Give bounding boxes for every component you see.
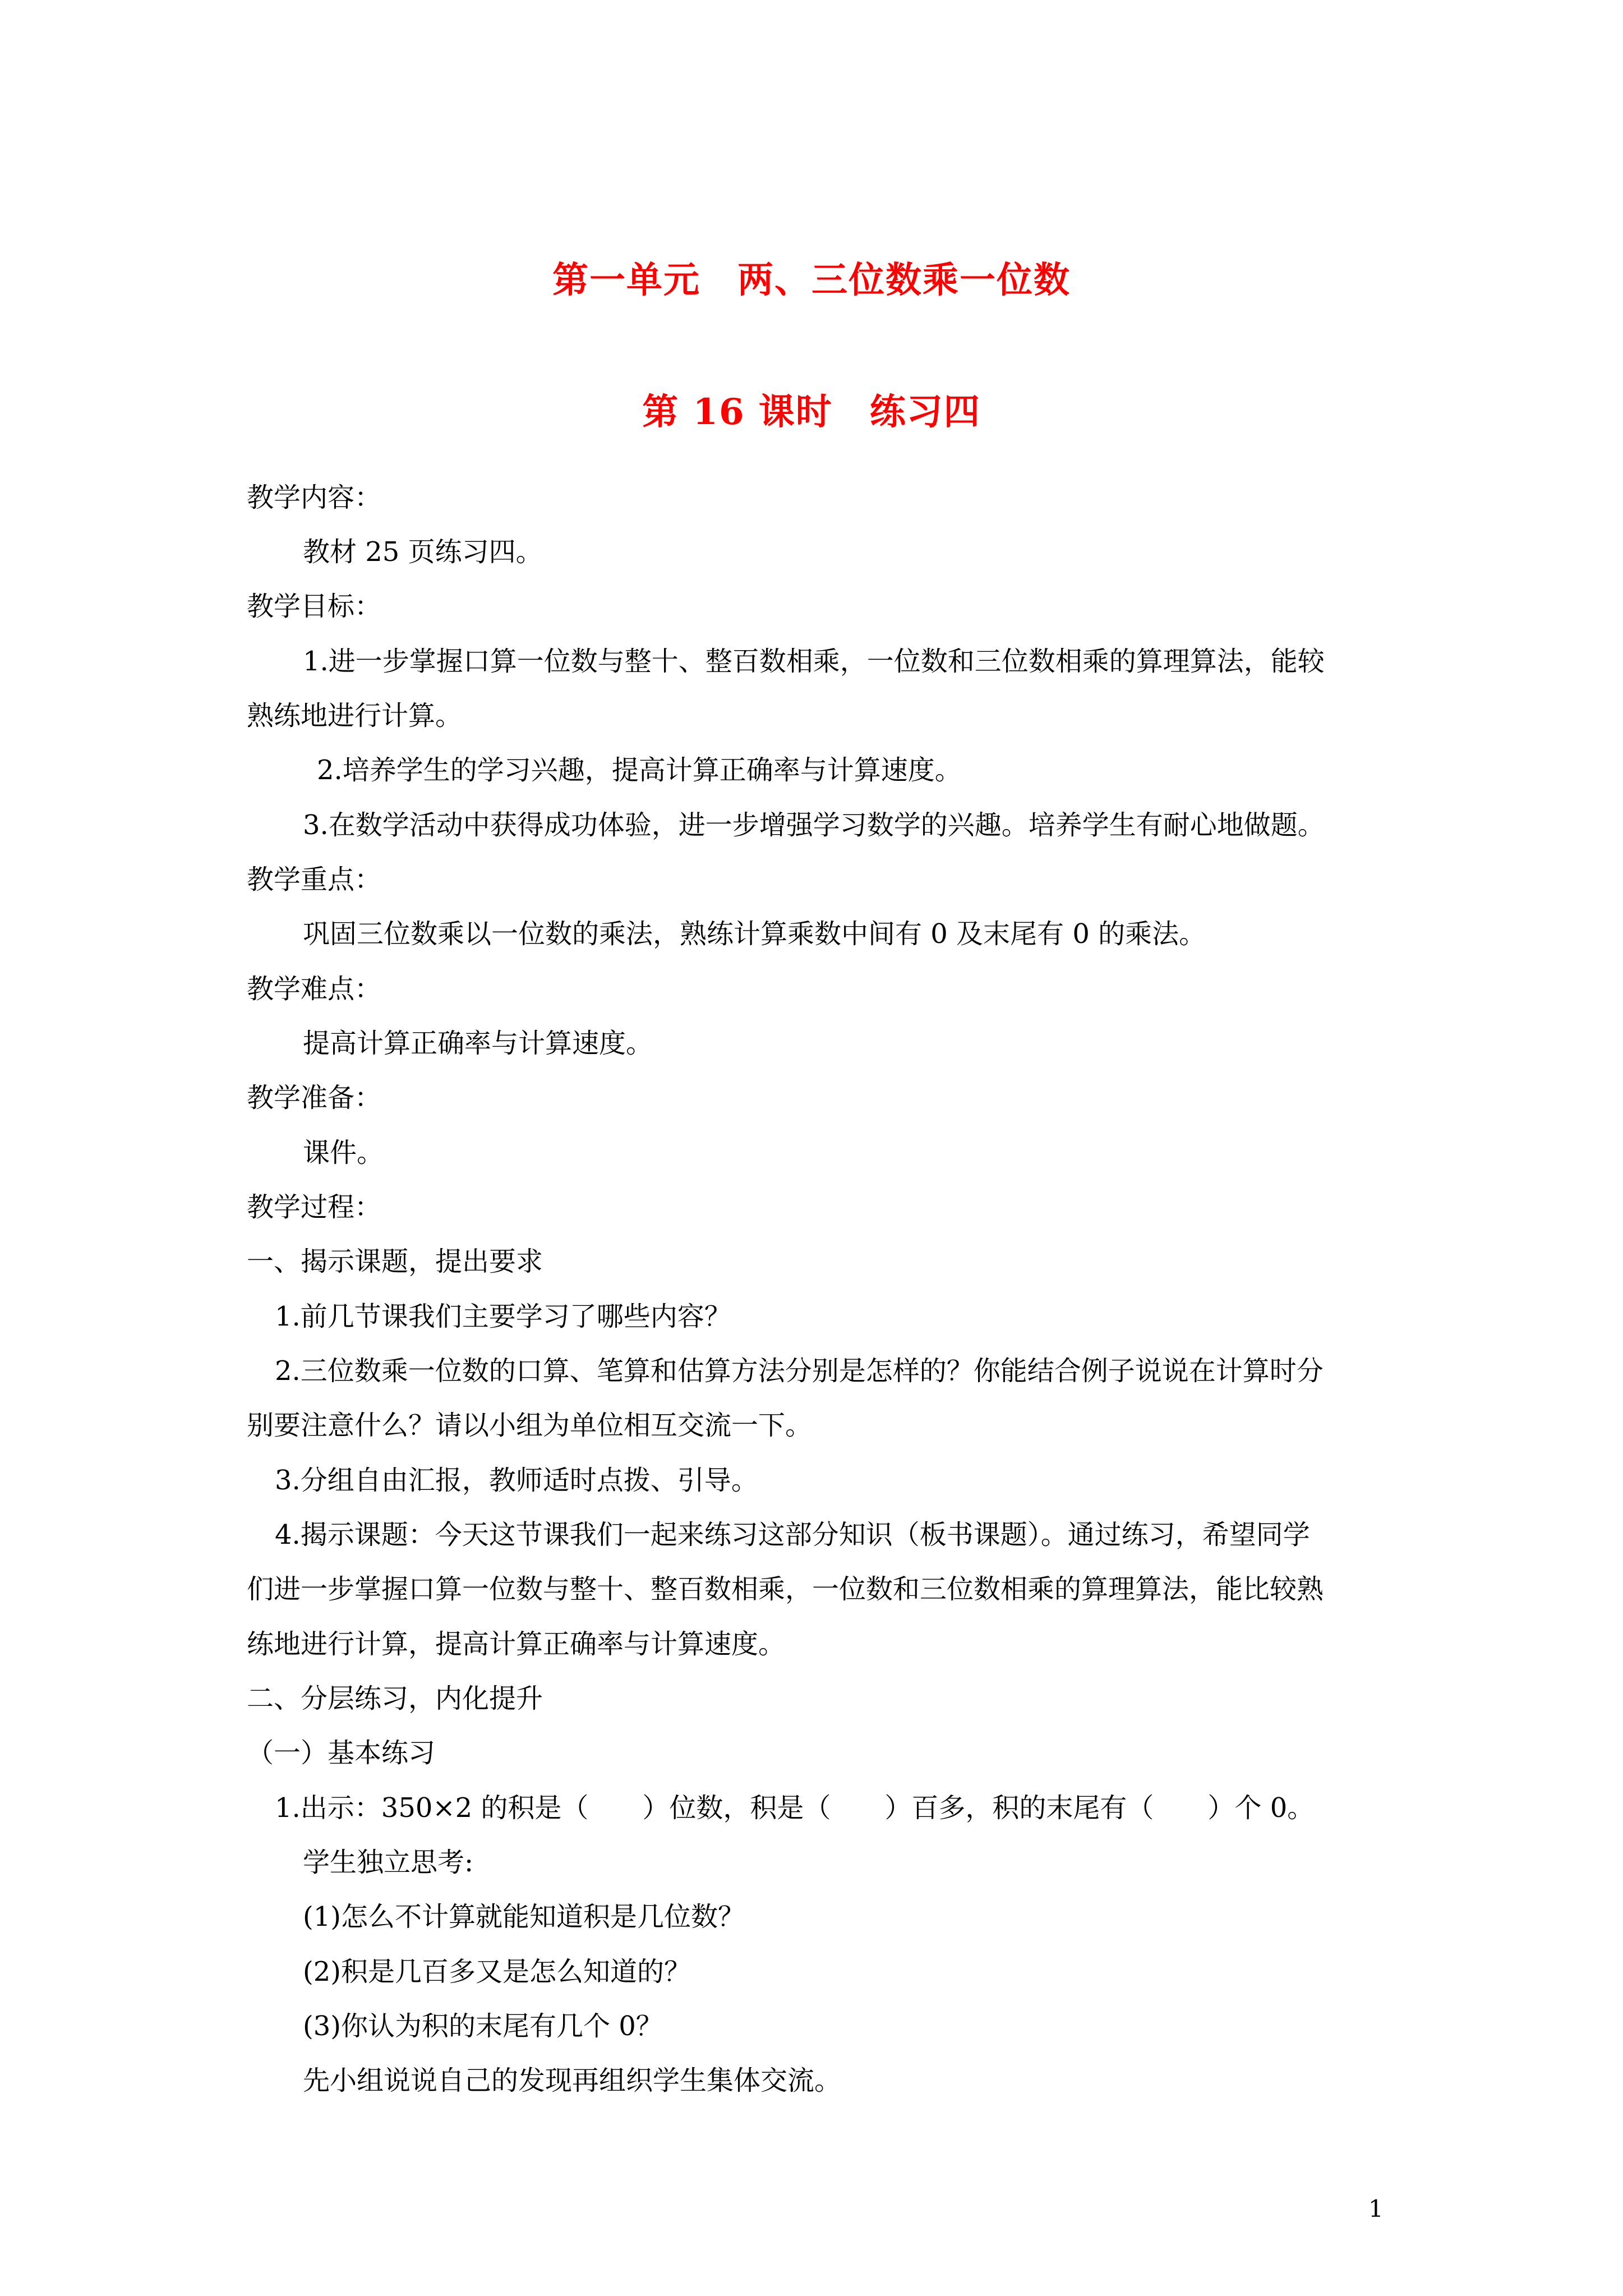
unit-title: 第一单元 两、三位数乘一位数 [552, 259, 1071, 301]
part-1-item-2-line-2: 别要注意什么？请以小组为单位相互交流一下。 [247, 1410, 813, 1441]
key-points-text: 巩固三位数乘以一位数的乘法，熟练计算乘数中间有 0 及末尾有 0 的乘法。 [303, 918, 1206, 950]
section-heading-key-points: 教学重点： [247, 864, 382, 895]
part-2-heading: 二、分层练习，内化提升 [247, 1683, 543, 1714]
question-1: (1)怎么不计算就能知道积是几位数？ [303, 1901, 745, 1932]
section-heading-objectives: 教学目标： [247, 591, 382, 622]
objective-3: 3.在数学活动中获得成功体验，进一步增强学习数学的兴趣。培养学生有耐心地做题。 [303, 809, 1325, 841]
part-1-item-4-line-2: 们进一步掌握口算一位数与整十、整百数相乘，一位数和三位数相乘的算理算法，能比较熟 [247, 1573, 1324, 1605]
section-heading-process: 教学过程： [247, 1191, 382, 1223]
basic-practice-heading: （一）基本练习 [247, 1737, 436, 1769]
part-1-item-4-line-1: 4.揭示课题：今天这节课我们一起来练习这部分知识（板书课题）。通过练习，希望同学 [275, 1519, 1310, 1550]
question-2: (2)积是几百多又是怎么知道的？ [303, 1956, 691, 1987]
part-1-item-4-line-3: 练地进行计算，提高计算正确率与计算速度。 [247, 1628, 786, 1660]
objective-2: 2.培养学生的学习兴趣，提高计算正确率与计算速度。 [317, 754, 962, 786]
page-number: 1 [1368, 2195, 1384, 2223]
preparation-text: 课件。 [303, 1137, 384, 1168]
part-1-item-2-line-1: 2.三位数乘一位数的口算、笔算和估算方法分别是怎样的？你能结合例子说说在计算时分 [275, 1355, 1324, 1387]
section-heading-preparation: 教学准备： [247, 1082, 382, 1114]
section-heading-content: 教学内容： [247, 482, 382, 513]
part-1-item-3: 3.分组自由汇报，教师适时点拨、引导。 [275, 1465, 758, 1496]
objective-1-line-2: 熟练地进行计算。 [247, 700, 463, 731]
difficulties-text: 提高计算正确率与计算速度。 [303, 1028, 653, 1059]
content-text: 教材 25 页练习四。 [303, 536, 543, 568]
objective-1-line-1: 1.进一步掌握口算一位数与整十、整百数相乘，一位数和三位数相乘的算理算法，能较 [303, 646, 1325, 677]
exercise-1-prompt: 学生独立思考: [303, 1847, 474, 1878]
lesson-title: 第 16 课时 练习四 [642, 391, 981, 433]
part-1-heading: 一、揭示课题，提出要求 [247, 1246, 543, 1277]
section-heading-difficulties: 教学难点： [247, 973, 382, 1005]
part-1-item-1: 1.前几节课我们主要学习了哪些内容？ [275, 1301, 731, 1332]
group-discussion-text: 先小组说说自己的发现再组织学生集体交流。 [303, 2065, 842, 2096]
exercise-1: 1.出示：350×2 的积是（ ）位数，积是（ ）百多，积的末尾有（ ）个 0。 [275, 1792, 1315, 1824]
question-3: (3)你认为积的末尾有几个 0？ [303, 2010, 663, 2042]
